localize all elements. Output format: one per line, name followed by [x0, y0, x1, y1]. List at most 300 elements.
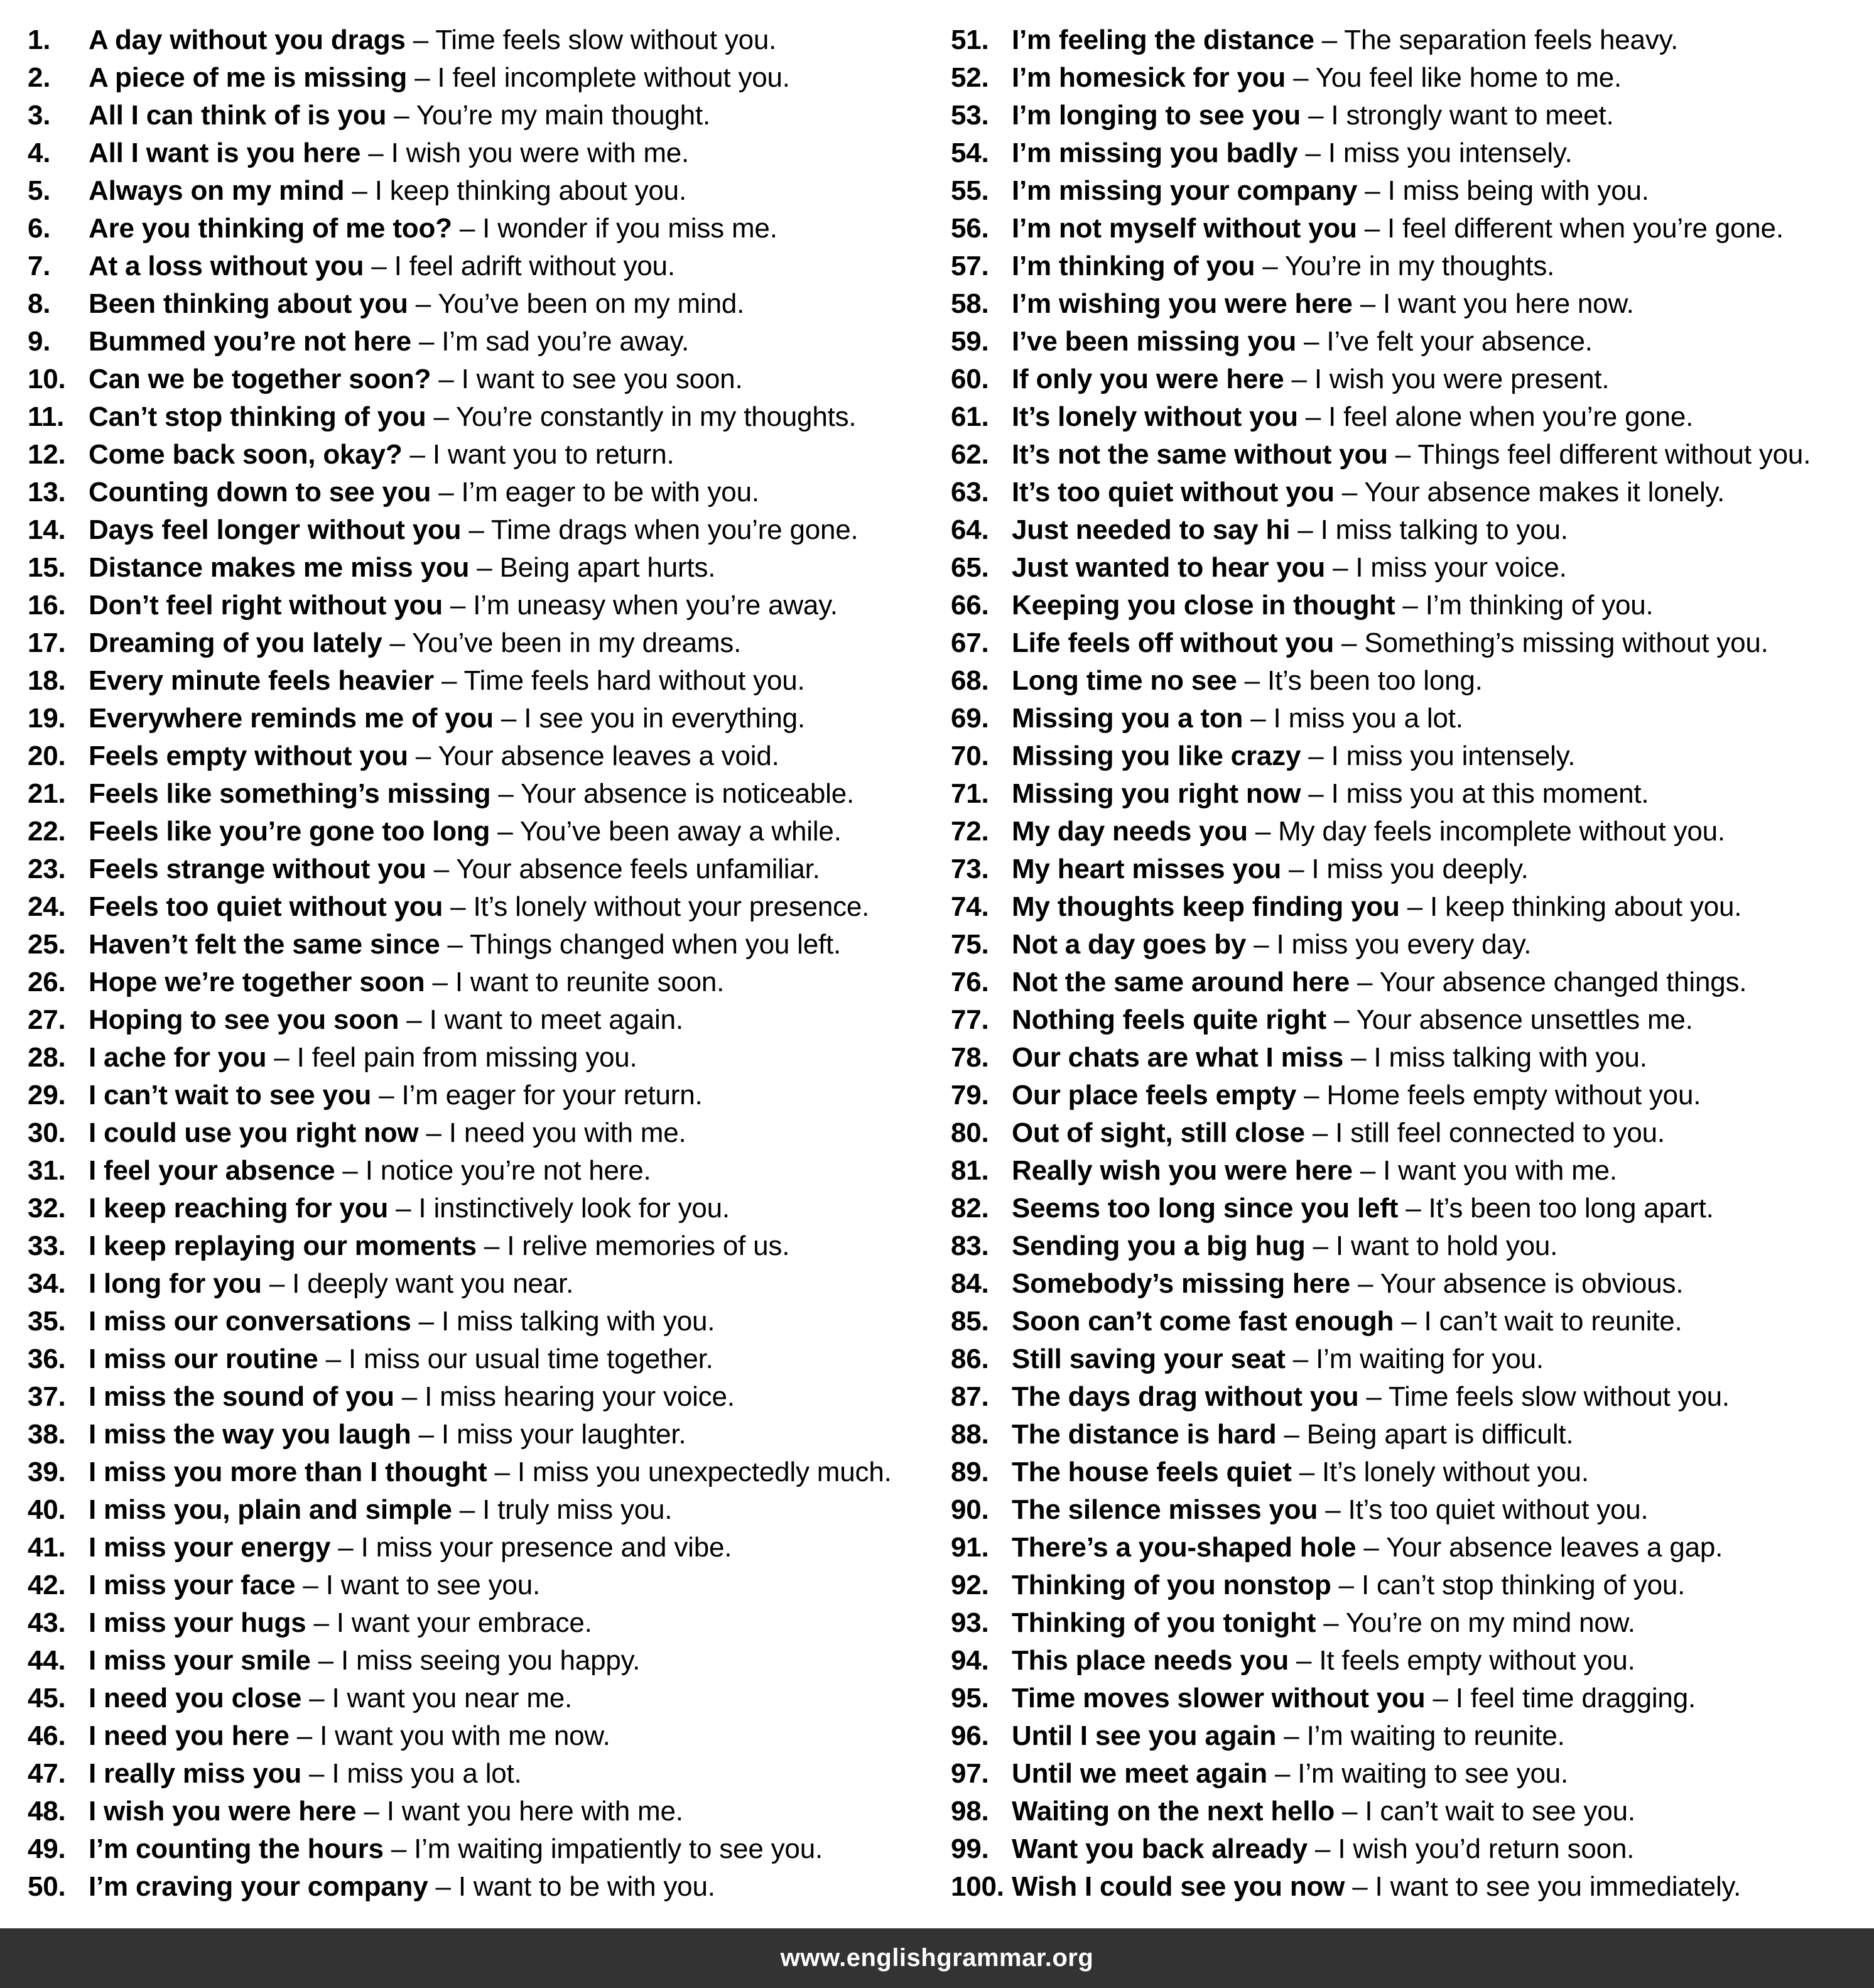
- item-text: [1012, 1152, 1617, 1190]
- item-text: [1012, 662, 1483, 700]
- list-item: [951, 1529, 1868, 1567]
- item-separator: –: [306, 1607, 337, 1638]
- item-separator: –: [394, 1381, 425, 1412]
- item-phrase: Bummed you’re not here: [89, 326, 411, 357]
- item-separator: –: [452, 213, 483, 244]
- list-item: [951, 1227, 1868, 1265]
- item-text: [89, 1416, 686, 1453]
- item-text: [1012, 587, 1654, 624]
- item-separator: –: [1343, 1042, 1374, 1073]
- item-number: 17.: [28, 627, 66, 658]
- item-number: 72.: [951, 816, 989, 847]
- item-number: 51.: [951, 24, 989, 55]
- item-text: [1012, 1340, 1544, 1378]
- item-phrase: The days drag without you: [1012, 1381, 1359, 1412]
- item-phrase: At a loss without you: [89, 251, 364, 281]
- item-separator: –: [425, 967, 455, 997]
- item-meaning: Things changed when you left.: [470, 929, 842, 960]
- item-number: 99.: [951, 1833, 989, 1864]
- item-text: [1012, 361, 1609, 398]
- item-number: 75.: [951, 929, 989, 960]
- item-meaning: Your absence is obvious.: [1380, 1268, 1684, 1299]
- item-text: [1012, 1416, 1573, 1453]
- item-meaning: I want to hold you.: [1335, 1230, 1558, 1261]
- list-item: [28, 97, 932, 134]
- item-number: 70.: [951, 741, 989, 771]
- item-number: 29.: [28, 1080, 66, 1111]
- item-text: [89, 1190, 730, 1227]
- item-meaning: I miss you a lot.: [1273, 703, 1463, 734]
- item-meaning: I want you near me.: [332, 1683, 573, 1714]
- item-phrase: Waiting on the next hello: [1012, 1796, 1335, 1827]
- item-phrase: A piece of me is missing: [89, 62, 408, 93]
- item-meaning: I want you with me.: [1383, 1155, 1617, 1186]
- item-meaning: I miss you every day.: [1276, 929, 1532, 960]
- item-meaning: I feel different when you’re gone.: [1387, 213, 1784, 244]
- item-meaning: Time feels slow without you.: [1388, 1381, 1730, 1412]
- item-phrase: This place needs you: [1012, 1645, 1289, 1676]
- list-item: [28, 662, 932, 700]
- list-item: [951, 1190, 1868, 1227]
- item-number: 98.: [951, 1796, 989, 1827]
- item-phrase: Not a day goes by: [1012, 929, 1247, 960]
- item-text: [89, 285, 744, 323]
- list-item: [28, 1868, 932, 1906]
- item-meaning: I’m uneasy when you’re away.: [473, 590, 838, 621]
- item-number: 85.: [951, 1306, 989, 1337]
- phrase-column-left: [28, 21, 932, 1906]
- item-number: 30.: [28, 1117, 66, 1148]
- item-meaning: I’m waiting impatiently to see you.: [414, 1833, 823, 1864]
- item-phrase: Dreaming of you lately: [89, 627, 382, 658]
- item-number: 82.: [951, 1193, 989, 1224]
- item-number: 92.: [951, 1570, 989, 1600]
- item-separator: –: [1296, 1080, 1327, 1111]
- item-phrase: I miss your energy: [89, 1532, 331, 1563]
- item-number: 21.: [28, 778, 66, 809]
- item-separator: –: [382, 627, 413, 658]
- list-item: [951, 624, 1868, 662]
- item-number: 53.: [951, 100, 989, 131]
- item-phrase: I keep reaching for you: [89, 1193, 389, 1224]
- item-meaning: I miss you intensely.: [1328, 138, 1573, 168]
- item-meaning: I miss you intensely.: [1331, 741, 1576, 771]
- item-meaning: I keep thinking about you.: [374, 175, 686, 206]
- list-item: [28, 1416, 932, 1453]
- item-phrase: Come back soon, okay?: [89, 439, 403, 470]
- item-meaning: I feel pain from missing you.: [296, 1042, 637, 1073]
- item-meaning: I deeply want you near.: [292, 1268, 574, 1299]
- item-text: [1012, 624, 1768, 662]
- item-phrase: I need you close: [89, 1683, 302, 1714]
- item-meaning: I want to be with you.: [458, 1871, 715, 1902]
- list-item: [951, 474, 1868, 511]
- list-item: [951, 1491, 1868, 1529]
- item-meaning: I miss hearing your voice.: [425, 1381, 735, 1412]
- item-phrase: All I want is you here: [89, 138, 361, 168]
- item-text: [89, 474, 759, 511]
- item-phrase: I’m not myself without you: [1012, 213, 1357, 244]
- list-item: [951, 662, 1868, 700]
- item-number: 52.: [951, 62, 989, 93]
- item-number: 49.: [28, 1833, 66, 1864]
- item-separator: –: [1284, 364, 1314, 394]
- item-separator: –: [1291, 1457, 1322, 1487]
- item-phrase: Hope we’re together soon: [89, 967, 425, 997]
- item-meaning: Time drags when you’re gone.: [490, 514, 858, 545]
- item-meaning: I miss you a lot.: [332, 1758, 522, 1789]
- item-separator: –: [418, 1117, 449, 1148]
- item-phrase: Feels like something’s missing: [89, 778, 491, 809]
- item-separator: –: [364, 251, 394, 281]
- item-meaning: You feel like home to me.: [1315, 62, 1622, 93]
- item-meaning: I’m waiting to see you.: [1297, 1758, 1569, 1789]
- item-number: 7.: [28, 251, 51, 281]
- item-separator: –: [1358, 1381, 1389, 1412]
- item-separator: –: [388, 1193, 419, 1224]
- item-number: 94.: [951, 1645, 989, 1676]
- item-meaning: My day feels incomplete without you.: [1278, 816, 1725, 847]
- item-text: [1012, 247, 1554, 285]
- item-meaning: I relive memories of us.: [507, 1230, 790, 1261]
- item-meaning: I need you with me.: [448, 1117, 686, 1148]
- item-text: [89, 210, 777, 247]
- list-item: [951, 511, 1868, 549]
- item-separator: –: [1281, 854, 1312, 884]
- list-item: [951, 210, 1868, 247]
- item-number: 86.: [951, 1344, 989, 1374]
- item-text: [1012, 1491, 1649, 1529]
- list-item: [28, 1642, 932, 1680]
- item-text: [89, 926, 841, 964]
- item-separator: –: [408, 288, 438, 319]
- item-text: [1012, 21, 1678, 59]
- item-number: 39.: [28, 1457, 66, 1487]
- list-item: [951, 1378, 1868, 1416]
- item-number: 61.: [951, 401, 989, 432]
- item-number: 10.: [28, 364, 66, 394]
- list-item: [28, 210, 932, 247]
- item-number: 48.: [28, 1796, 66, 1827]
- item-text: [89, 737, 779, 775]
- item-separator: –: [1326, 1004, 1357, 1035]
- item-phrase: Feels like you’re gone too long: [89, 816, 490, 847]
- item-separator: –: [289, 1720, 320, 1751]
- item-number: 14.: [28, 514, 66, 545]
- item-separator: –: [408, 741, 438, 771]
- item-separator: –: [1352, 288, 1384, 319]
- item-text: [89, 247, 675, 285]
- item-text: [89, 134, 689, 172]
- list-item: [28, 964, 932, 1001]
- list-item: [28, 361, 932, 398]
- item-text: [1012, 1265, 1683, 1303]
- item-number: 11.: [28, 401, 65, 432]
- item-separator: –: [493, 703, 524, 734]
- list-item: [28, 1190, 932, 1227]
- item-meaning: I miss our usual time together.: [348, 1344, 713, 1374]
- list-item: [951, 1416, 1868, 1453]
- item-number: 28.: [28, 1042, 66, 1073]
- item-phrase: It’s not the same without you: [1012, 439, 1388, 470]
- item-number: 68.: [951, 665, 989, 696]
- item-phrase: My thoughts keep finding you: [1012, 891, 1400, 922]
- item-separator: –: [433, 665, 464, 696]
- item-meaning: I wish you’d return soon.: [1338, 1833, 1635, 1864]
- item-number: 46.: [28, 1720, 66, 1751]
- item-text: [1012, 1190, 1714, 1227]
- item-meaning: It’s too quiet without you.: [1348, 1494, 1649, 1525]
- item-phrase: Want you back already: [1012, 1833, 1308, 1864]
- item-separator: –: [1331, 1570, 1362, 1600]
- item-meaning: I miss you unexpectedly much.: [517, 1457, 892, 1487]
- item-text: [89, 361, 742, 398]
- item-number: 12.: [28, 439, 66, 470]
- item-number: 9.: [28, 326, 51, 357]
- item-phrase: I need you here: [89, 1720, 290, 1751]
- list-item: [951, 172, 1868, 210]
- item-separator: –: [411, 1419, 441, 1450]
- item-meaning: I miss your voice.: [1355, 552, 1567, 583]
- item-phrase: I’m craving your company: [89, 1871, 428, 1902]
- item-text: [89, 436, 674, 474]
- list-item: [28, 850, 932, 888]
- item-text: [1012, 737, 1575, 775]
- item-number: 13.: [28, 477, 66, 508]
- item-meaning: Your absence changed things.: [1379, 967, 1747, 997]
- item-phrase: Missing you a ton: [1012, 703, 1243, 734]
- item-text: [1012, 775, 1649, 813]
- item-meaning: I miss talking to you.: [1320, 514, 1568, 545]
- item-separator: –: [1308, 1833, 1338, 1864]
- item-phrase: There’s a you-shaped hole: [1012, 1532, 1357, 1563]
- item-separator: –: [295, 1570, 326, 1600]
- item-text: [1012, 97, 1613, 134]
- item-phrase: Counting down to see you: [89, 477, 431, 508]
- item-separator: –: [383, 1833, 414, 1864]
- item-meaning: I want you to return.: [432, 439, 674, 470]
- item-meaning: I want to see you immediately.: [1375, 1871, 1741, 1902]
- item-phrase: I miss your face: [89, 1570, 296, 1600]
- item-phrase: I ache for you: [89, 1042, 267, 1073]
- item-text: [89, 888, 869, 926]
- item-phrase: Out of sight, still close: [1012, 1117, 1305, 1148]
- item-phrase: My day needs you: [1012, 816, 1248, 847]
- list-item: [951, 1680, 1868, 1717]
- item-number: 8.: [28, 288, 51, 319]
- item-text: [89, 1152, 651, 1190]
- item-separator: –: [461, 514, 491, 545]
- item-number: 1.: [28, 24, 51, 55]
- item-separator: –: [1356, 1532, 1386, 1563]
- item-separator: –: [261, 1268, 293, 1299]
- item-number: 59.: [951, 326, 989, 357]
- item-number: 35.: [28, 1306, 66, 1337]
- footer-url[interactable]: www.englishgrammar.org: [780, 1944, 1094, 1972]
- item-phrase: The distance is hard: [1012, 1419, 1277, 1450]
- item-text: [89, 1793, 683, 1830]
- item-separator: –: [1285, 1344, 1316, 1374]
- item-phrase: I’ve been missing you: [1012, 326, 1297, 357]
- item-number: 41.: [28, 1532, 66, 1563]
- item-phrase: I can’t wait to see you: [89, 1080, 372, 1111]
- item-phrase: Are you thinking of me too?: [89, 213, 452, 244]
- list-item: [28, 700, 932, 737]
- item-text: [1012, 1114, 1665, 1152]
- item-separator: –: [1334, 627, 1365, 658]
- item-number: 97.: [951, 1758, 989, 1789]
- item-phrase: I wish you were here: [89, 1796, 357, 1827]
- phrase-column-right: [951, 21, 1868, 1906]
- item-text: [89, 1604, 592, 1642]
- item-separator: –: [1243, 703, 1274, 734]
- list-item: [951, 59, 1868, 97]
- item-phrase: I miss our conversations: [89, 1306, 411, 1337]
- item-separator: –: [1387, 439, 1418, 470]
- item-phrase: Not the same around here: [1012, 967, 1350, 997]
- item-number: 45.: [28, 1683, 66, 1714]
- item-separator: –: [490, 778, 521, 809]
- item-phrase: It’s lonely without you: [1012, 401, 1298, 432]
- item-phrase: Been thinking about you: [89, 288, 408, 319]
- list-item: [28, 1793, 932, 1830]
- item-number: 15.: [28, 552, 66, 583]
- item-meaning: Being apart is difficult.: [1306, 1419, 1574, 1450]
- list-item: [28, 587, 932, 624]
- item-text: [89, 1491, 672, 1529]
- item-number: 91.: [951, 1532, 989, 1563]
- item-meaning: You’ve been away a while.: [519, 816, 842, 847]
- item-separator: –: [452, 1494, 483, 1525]
- item-meaning: It’s lonely without your presence.: [473, 891, 870, 922]
- item-number: 65.: [951, 552, 989, 583]
- item-number: 88.: [951, 1419, 989, 1450]
- item-number: 60.: [951, 364, 989, 394]
- item-separator: –: [1394, 1306, 1424, 1337]
- list-item: [28, 1491, 932, 1529]
- item-separator: –: [411, 1306, 441, 1337]
- item-meaning: I want you here with me.: [386, 1796, 683, 1827]
- item-number: 36.: [28, 1344, 66, 1374]
- item-separator: –: [371, 1080, 402, 1111]
- item-meaning: You’ve been on my mind.: [438, 288, 745, 319]
- item-text: [89, 775, 854, 813]
- item-meaning: I’m eager to be with you.: [461, 477, 759, 508]
- item-number: 42.: [28, 1570, 66, 1600]
- item-text: [89, 1077, 703, 1114]
- item-number: 2.: [28, 62, 51, 93]
- item-separator: –: [411, 326, 442, 357]
- item-phrase: I’m missing you badly: [1012, 138, 1298, 168]
- item-separator: –: [443, 891, 474, 922]
- item-separator: –: [1296, 326, 1327, 357]
- item-meaning: Your absence leaves a void.: [438, 741, 779, 771]
- list-item: [951, 587, 1868, 624]
- list-item: [951, 1265, 1868, 1303]
- item-meaning: I’m eager for your return.: [401, 1080, 703, 1111]
- list-item: [28, 1755, 932, 1793]
- item-number: 23.: [28, 854, 66, 884]
- item-phrase: I’m homesick for you: [1012, 62, 1286, 93]
- item-separator: –: [487, 1457, 517, 1487]
- list-item: [28, 549, 932, 587]
- item-phrase: I long for you: [89, 1268, 262, 1299]
- item-number: 6.: [28, 213, 51, 244]
- item-text: [89, 1001, 683, 1039]
- item-separator: –: [442, 590, 474, 621]
- item-separator: –: [1301, 778, 1331, 809]
- item-meaning: I want you here now.: [1383, 288, 1634, 319]
- item-number: 24.: [28, 891, 66, 922]
- item-separator: –: [1350, 1268, 1380, 1299]
- item-meaning: You’re constantly in my thoughts.: [455, 401, 857, 432]
- item-meaning: Your absence unsettles me.: [1356, 1004, 1693, 1035]
- list-item: [28, 1152, 932, 1190]
- item-separator: –: [1349, 967, 1380, 997]
- list-item: [28, 1039, 932, 1077]
- list-item: [28, 737, 932, 775]
- item-meaning: I notice you’re not here.: [365, 1155, 651, 1186]
- item-number: 19.: [28, 703, 66, 734]
- item-phrase: I miss your smile: [89, 1645, 311, 1676]
- item-meaning: I feel alone when you’re gone.: [1328, 401, 1694, 432]
- item-text: [89, 813, 842, 850]
- item-text: [89, 964, 724, 1001]
- item-text: [89, 323, 689, 361]
- item-phrase: Thinking of you nonstop: [1012, 1570, 1331, 1600]
- item-number: 73.: [951, 854, 989, 884]
- item-text: [1012, 1529, 1723, 1567]
- item-meaning: Time feels slow without you.: [435, 24, 777, 55]
- item-text: [1012, 1755, 1568, 1793]
- item-text: [89, 1830, 823, 1868]
- item-phrase: Can we be together soon?: [89, 364, 431, 394]
- item-text: [1012, 1567, 1685, 1604]
- item-number: 31.: [28, 1155, 66, 1186]
- list-item: [951, 285, 1868, 323]
- item-number: 4.: [28, 138, 51, 168]
- item-separator: –: [1255, 251, 1285, 281]
- item-separator: –: [1297, 401, 1329, 432]
- item-phrase: My heart misses you: [1012, 854, 1282, 884]
- item-phrase: Feels strange without you: [89, 854, 426, 884]
- item-number: 79.: [951, 1080, 989, 1111]
- item-text: [1012, 474, 1725, 511]
- item-meaning: Your absence feels unfamiliar.: [456, 854, 820, 884]
- list-item: [28, 172, 932, 210]
- item-separator: –: [1304, 1117, 1336, 1148]
- item-meaning: I truly miss you.: [482, 1494, 673, 1525]
- item-meaning: Being apart hurts.: [499, 552, 716, 583]
- item-meaning: I want to reunite soon.: [455, 967, 725, 997]
- item-separator: –: [476, 1230, 507, 1261]
- item-text: [1012, 700, 1463, 737]
- item-number: 69.: [951, 703, 989, 734]
- item-phrase: If only you were here: [1012, 364, 1284, 394]
- item-phrase: A day without you drags: [89, 24, 406, 55]
- item-text: [1012, 1680, 1696, 1717]
- item-meaning: I see you in everything.: [524, 703, 805, 734]
- item-separator: –: [1399, 891, 1431, 922]
- item-phrase: Thinking of you tonight: [1012, 1607, 1316, 1638]
- item-separator: –: [1267, 1758, 1298, 1789]
- item-phrase: Just wanted to hear you: [1012, 552, 1326, 583]
- item-text: [89, 1529, 732, 1567]
- item-text: [1012, 964, 1747, 1001]
- list-item: [951, 1755, 1868, 1793]
- item-text: [89, 59, 790, 97]
- list-item: [951, 1453, 1868, 1491]
